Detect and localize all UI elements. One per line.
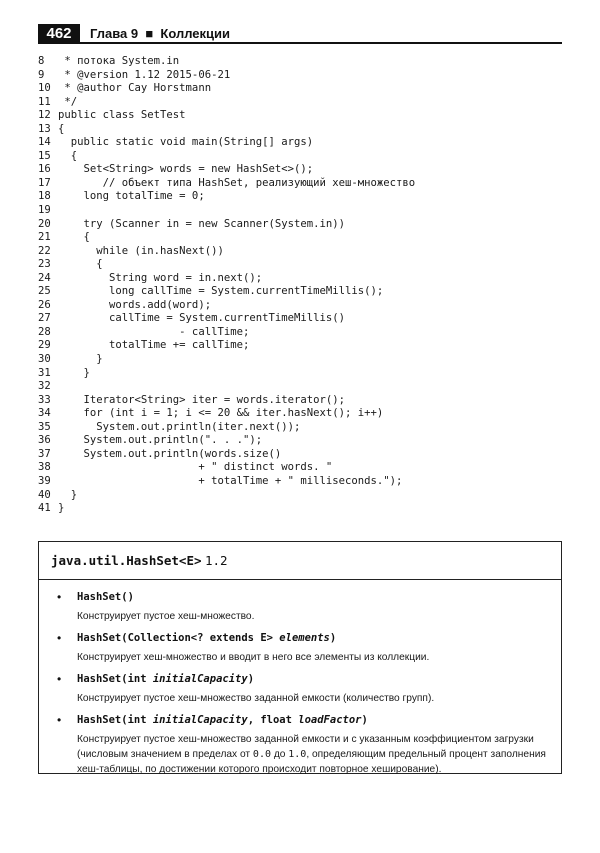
line-number: 38	[38, 461, 51, 474]
code-text: System.out.println(words.size()	[58, 447, 282, 460]
method-signature: HashSet()	[77, 591, 134, 603]
method-signature: HashSet(int initialCapacity)	[77, 673, 255, 685]
code-line	[38, 421, 562, 435]
code-line	[38, 448, 562, 462]
code-text: {	[58, 149, 78, 162]
code-line	[38, 96, 562, 110]
line-number: 35	[38, 420, 51, 433]
bullet-icon: •	[57, 631, 62, 645]
line-number: 41	[38, 502, 51, 515]
api-method	[55, 590, 551, 624]
code-text: + " distinct words. "	[58, 461, 333, 474]
code-line	[38, 367, 562, 381]
line-number: 13	[38, 122, 51, 135]
code-line	[38, 475, 562, 489]
line-number: 22	[38, 244, 51, 257]
code-text: * @version 1.12 2015-06-21	[58, 68, 231, 81]
line-number: 8	[38, 55, 45, 67]
code-text: try (Scanner in = new Scanner(System.in))	[58, 217, 346, 230]
api-box-title	[39, 542, 561, 580]
code-line	[38, 69, 562, 83]
line-number: 34	[38, 407, 51, 420]
code-text: * @author Cay Horstmann	[58, 82, 212, 95]
code-text: - callTime;	[58, 325, 250, 338]
code-text: System.out.println(". . .");	[58, 434, 263, 447]
method-signature: HashSet(int initialCapacity, float loadFactor)	[77, 714, 368, 726]
code-line	[38, 204, 562, 218]
api-method	[55, 713, 551, 777]
api-method	[55, 672, 551, 706]
code-line	[38, 285, 562, 299]
code-line	[38, 339, 562, 353]
code-text: Set<String> words = new HashSet<>();	[58, 163, 314, 176]
code-text: {	[58, 231, 90, 244]
method-description: Конструирует пустое хеш-множество.	[77, 611, 255, 622]
code-line	[38, 299, 562, 313]
line-number: 16	[38, 163, 51, 176]
line-number: 31	[38, 366, 51, 379]
code-line	[38, 82, 562, 96]
code-line	[38, 123, 562, 137]
line-number: 26	[38, 298, 51, 311]
code-text: }	[58, 353, 103, 366]
bullet-icon: •	[57, 590, 62, 604]
code-line	[38, 177, 562, 191]
line-number: 40	[38, 488, 51, 501]
line-number: 20	[38, 217, 51, 230]
code-text: long callTime = System.currentTimeMillis();	[58, 285, 384, 298]
line-number: 18	[38, 190, 51, 203]
method-description: Конструирует хеш-множество и вводит в него все элементы из коллекции.	[77, 652, 430, 663]
line-number: 30	[38, 353, 51, 366]
code-text: }	[58, 366, 90, 379]
header-rule	[38, 42, 562, 44]
line-number: 10	[38, 82, 51, 95]
page-header	[38, 24, 562, 44]
code-line	[38, 231, 562, 245]
bullet-icon: •	[57, 672, 62, 686]
code-line	[38, 353, 562, 367]
line-number: 15	[38, 149, 51, 162]
code-text: words.add(word);	[58, 298, 212, 311]
api-class-name: java.util.HashSet<E>	[51, 553, 202, 568]
code-text: String word = in.next();	[58, 271, 263, 284]
line-number: 36	[38, 434, 51, 447]
code-text: callTime = System.currentTimeMillis()	[58, 312, 346, 325]
line-number: 27	[38, 312, 51, 325]
line-number: 12	[38, 109, 51, 122]
code-line	[38, 407, 562, 421]
code-line	[38, 434, 562, 448]
code-line	[38, 163, 562, 177]
code-line	[38, 312, 562, 326]
code-text: }	[58, 502, 65, 515]
code-text: long totalTime = 0;	[58, 190, 205, 203]
line-number: 17	[38, 176, 51, 189]
line-number: 37	[38, 447, 51, 460]
code-text: while (in.hasNext())	[58, 244, 224, 257]
code-line	[38, 258, 562, 272]
code-text: Iterator<String> iter = words.iterator();	[58, 393, 346, 406]
code-line	[38, 461, 562, 475]
api-version: 1.2	[205, 553, 228, 568]
line-number: 14	[38, 136, 51, 149]
code-text: + totalTime + " milliseconds.");	[58, 474, 403, 487]
code-text: }	[58, 488, 78, 501]
line-number: 25	[38, 285, 51, 298]
code-text: */	[58, 95, 78, 108]
line-number: 29	[38, 339, 51, 352]
code-text: System.out.println(iter.next());	[58, 420, 301, 433]
page-number: 462	[38, 24, 80, 44]
code-text: public class SetTest	[58, 109, 186, 122]
code-text: // объект типа HashSet, реализующий хеш-множество	[58, 176, 416, 189]
code-line	[38, 394, 562, 408]
line-number: 24	[38, 271, 51, 284]
code-line	[38, 502, 562, 516]
line-number: 39	[38, 474, 51, 487]
line-number: 11	[38, 95, 51, 108]
code-text: {	[58, 258, 103, 271]
code-line	[38, 55, 562, 69]
code-text: * потока System.in	[58, 55, 180, 67]
line-number: 32	[38, 380, 51, 393]
bullet-icon: •	[57, 713, 62, 727]
api-method	[55, 631, 551, 665]
line-number: 28	[38, 325, 51, 338]
line-number: 23	[38, 258, 51, 271]
code-listing	[38, 55, 562, 516]
code-line	[38, 190, 562, 204]
code-line	[38, 326, 562, 340]
code-text: public static void main(String[] args)	[58, 136, 314, 149]
line-number: 19	[38, 204, 51, 217]
code-line	[38, 218, 562, 232]
code-text: for (int i = 1; i <= 20 && iter.hasNext(); i++)	[58, 407, 384, 420]
code-line	[38, 150, 562, 164]
code-line	[38, 136, 562, 150]
method-signature: HashSet(Collection<? extends E> elements)	[77, 632, 337, 644]
code-line	[38, 380, 562, 394]
code-line	[38, 109, 562, 123]
line-number: 33	[38, 393, 51, 406]
code-line	[38, 489, 562, 503]
api-method-list	[55, 590, 551, 784]
code-line	[38, 272, 562, 286]
method-description: Конструирует пустое хеш-множество заданной емкости и с указанным коэффициентом загрузки (числовым значением в пределах от 0.0 до 1.0, определяющим предельный процент заполнения хеш-таблицы, по достижении которого происходит повторное хеширование).	[77, 734, 546, 775]
chapter-title: Глава 9 ■ Коллекции	[90, 26, 231, 41]
code-text: {	[58, 122, 65, 135]
method-description: Конструирует пустое хеш-множество заданной емкости (количество групп).	[77, 693, 435, 704]
api-note-box	[38, 541, 562, 774]
line-number: 9	[38, 68, 45, 81]
code-text: totalTime += callTime;	[58, 339, 250, 352]
line-number: 21	[38, 231, 51, 244]
code-line	[38, 245, 562, 259]
